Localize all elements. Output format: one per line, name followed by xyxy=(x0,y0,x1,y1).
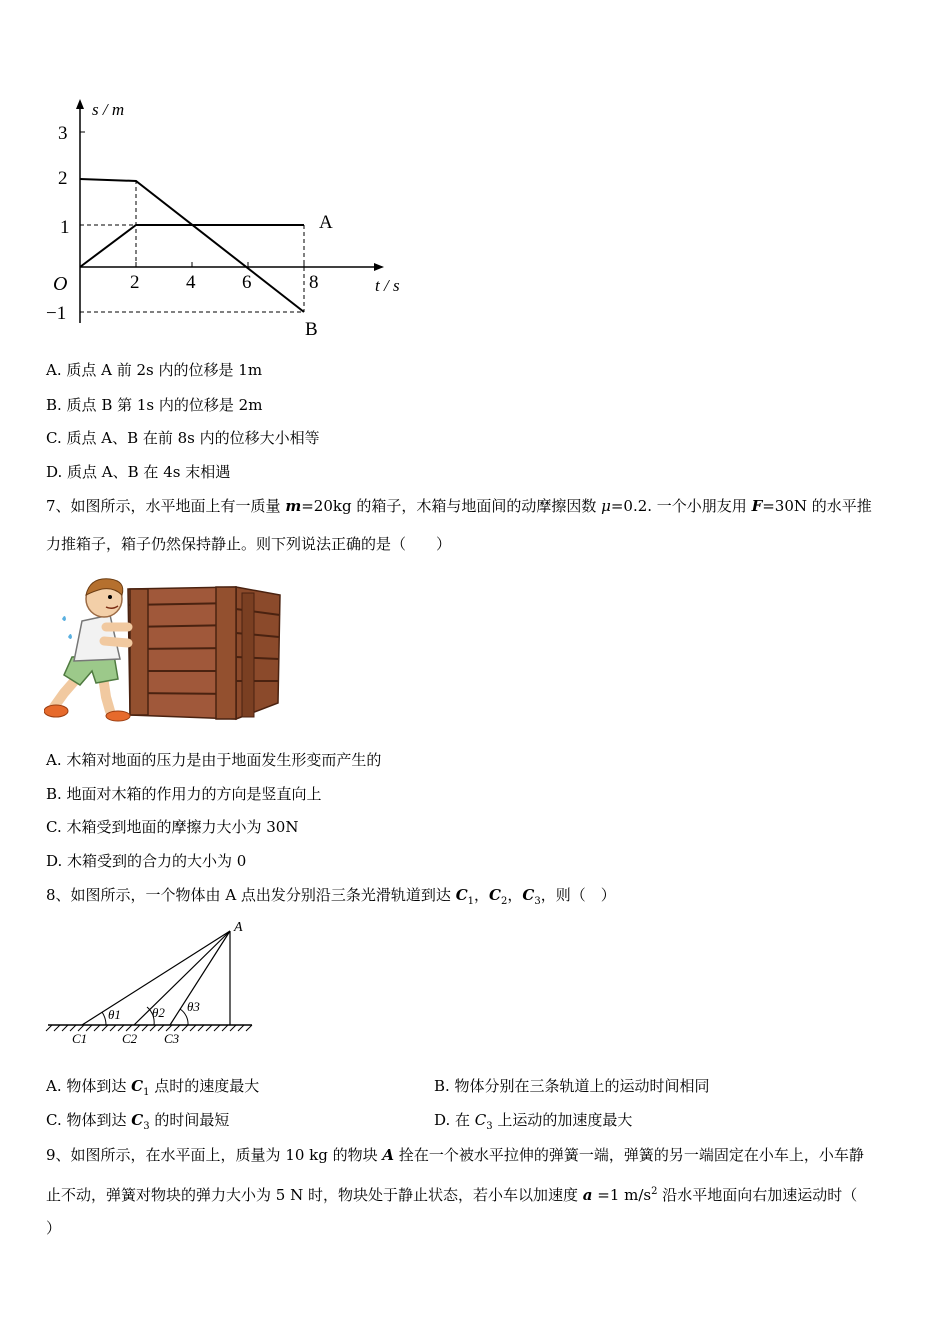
theta2-label: θ2 xyxy=(152,1005,165,1020)
y-tick-label: 3 xyxy=(58,123,68,144)
q7-option-b: B. 地面对木箱的作用力的方向是竖直向上 xyxy=(46,785,322,803)
x-axis-label: t / s xyxy=(375,276,400,295)
y-tick-label: −1 xyxy=(46,303,67,324)
track-c3 xyxy=(170,931,230,1025)
q7-option-a: A. 木箱对地面的压力是由于地面发生形变而产生的 xyxy=(46,751,382,769)
q6-option-b: B. 质点 B 第 1s 内的位移是 2m xyxy=(46,396,263,414)
line-a-label: A xyxy=(319,212,333,233)
q8-option-b: B. 物体分别在三条轨道上的运动时间相同 xyxy=(434,1077,710,1095)
c1-label: C1 xyxy=(72,1031,88,1046)
q7-option-c: C. 木箱受到地面的摩擦力大小为 30N xyxy=(46,818,299,836)
q6-option-d: D. 质点 A、B 在 4s 末相遇 xyxy=(46,463,231,481)
y-axis-arrow xyxy=(76,99,84,109)
q9-stem-line2: 止不动，弹簧对物块的弹力大小为 5 N 时，物块处于静止状态，若小车以加速度 a =1 $m/s^2$ 沿水平地面向右加速运动时（ xyxy=(46,1186,858,1204)
q6-option-a: A. 质点 A 前 2s 内的位移是 1m xyxy=(46,361,263,379)
q8-option-a: A. 物体到达 $C_1$ 点时的速度最大 xyxy=(46,1077,260,1098)
q7-stem-line1: 7、如图所示，水平地面上有一质量 m=20kg 的箱子，木箱与地面间的动摩擦因数 μ=0.2. 一个小朋友用 F=30N 的水平推 xyxy=(46,497,872,515)
q9-stem-line3: ） xyxy=(46,1219,62,1237)
q8-option-c: C. 物体到达 $C_3$ 的时间最短 xyxy=(46,1111,230,1132)
y-tick-label: 2 xyxy=(58,168,68,189)
theta1-label: θ1 xyxy=(108,1007,121,1022)
point-a-label: A xyxy=(234,920,243,935)
c3-label: C3 xyxy=(164,1031,180,1046)
x-tick-label: 4 xyxy=(186,272,196,293)
x-tick-label: 6 xyxy=(242,272,252,293)
inclined-tracks-diagram xyxy=(44,915,264,1050)
x-tick-label: 8 xyxy=(309,272,319,293)
x-axis-arrow xyxy=(374,263,384,271)
q9-stem-line1: 9、如图所示，在水平面上，质量为 10 kg 的物块 A 拴在一个被水平拉伸的弹簧一端，弹簧的另一端固定在小车上，小车静 xyxy=(46,1146,864,1164)
q8-stem: 8、如图所示，一个物体由 A 点出发分别沿三条光滑轨道到达 $C_1$，$C_2$，$C_3$，则（ ） xyxy=(46,886,616,907)
origin-label: O xyxy=(53,273,68,295)
y-tick-label: 1 xyxy=(60,217,70,238)
theta3-label: θ3 xyxy=(187,999,200,1014)
q7-stem-line2: 力推箱子，箱子仍然保持静止。则下列说法正确的是（ ） xyxy=(46,535,452,553)
line-a xyxy=(80,225,304,267)
q6-option-c: C. 质点 A、B 在前 8s 内的位移大小相等 xyxy=(46,429,320,447)
boy-pushing-box-illustration xyxy=(44,575,284,725)
q8-option-d: D. 在 $C_3$ 上运动的加速度最大 xyxy=(434,1111,633,1132)
line-b-label: B xyxy=(305,319,318,340)
s-t-graph xyxy=(40,95,420,345)
c2-label: C2 xyxy=(122,1031,138,1046)
y-axis-label: s / m xyxy=(92,100,125,119)
q7-option-d: D. 木箱受到的合力的大小为 0 xyxy=(46,852,247,870)
x-tick-label: 2 xyxy=(130,272,140,293)
